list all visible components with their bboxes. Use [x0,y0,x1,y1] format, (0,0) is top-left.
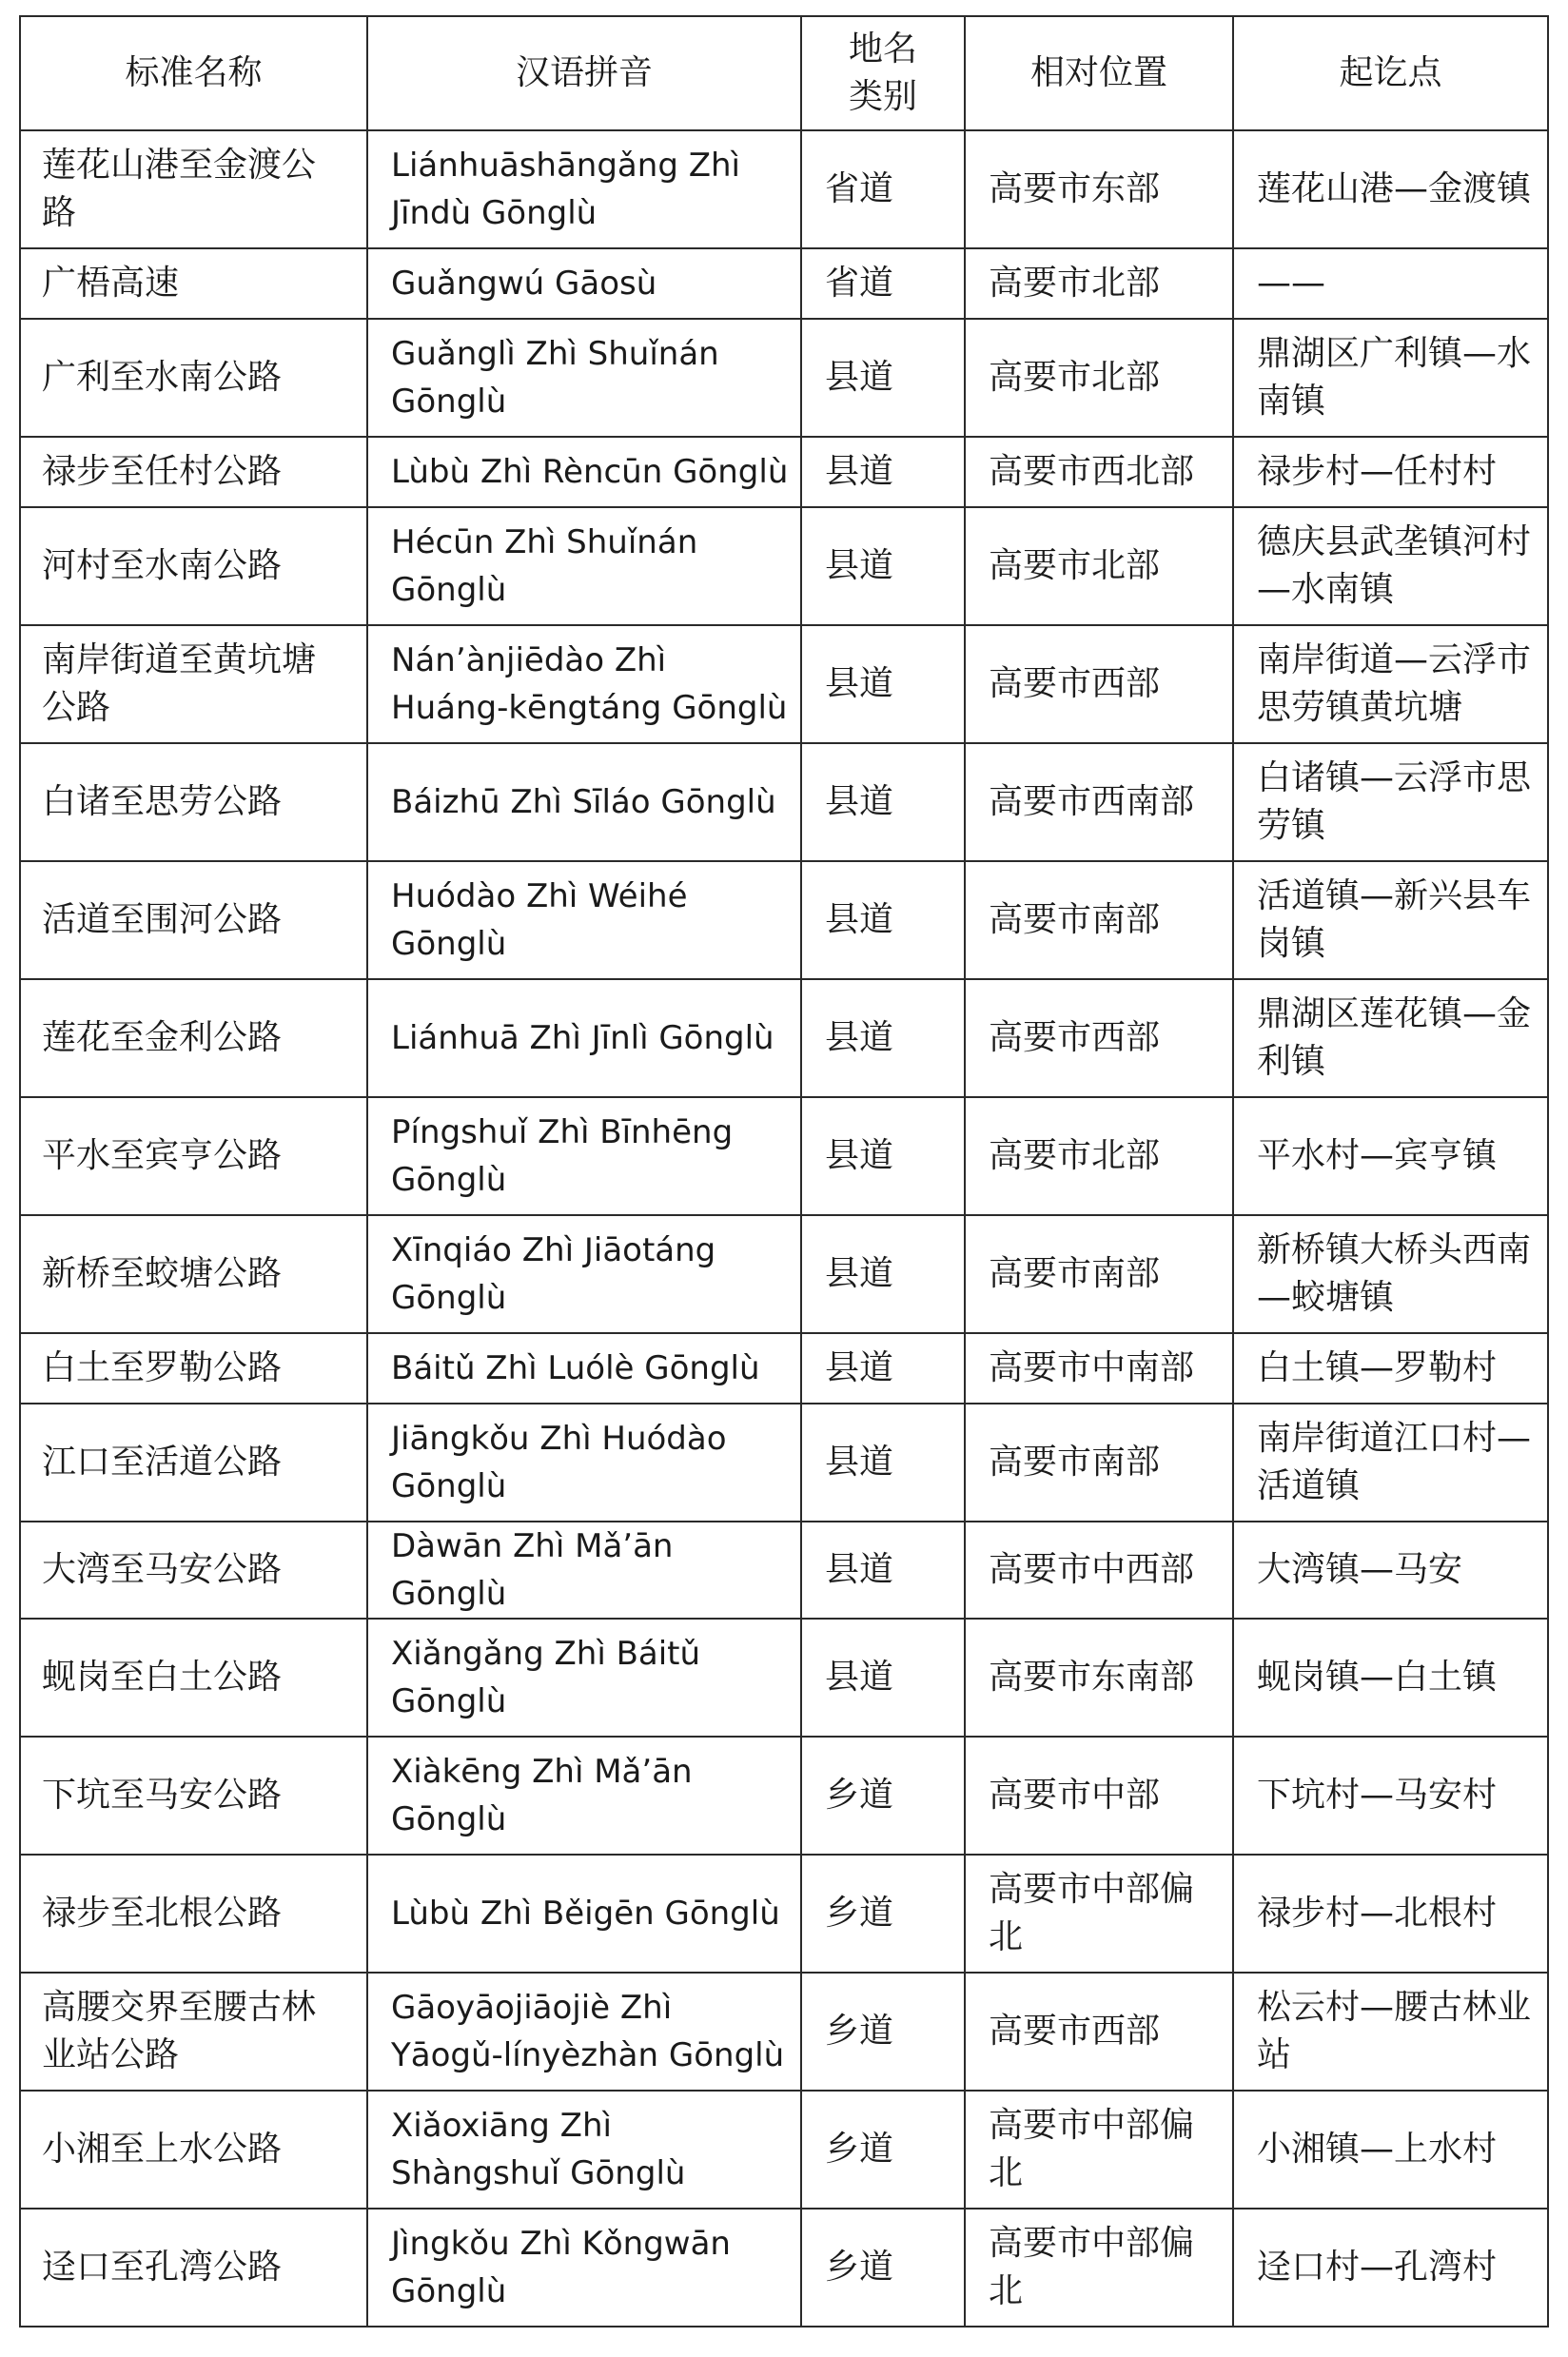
cell-position: 高要市北部 [965,248,1233,319]
cell-endpoints: 松云村—腰古林业站 [1233,1973,1548,2091]
cell-pinyin: Xiǎoxiāng Zhì Shàngshuǐ Gōnglù [367,2091,801,2209]
cell-position: 高要市中部偏北 [965,2209,1233,2327]
cell-pinyin: Nán’ànjiēdào Zhì Huáng-kēngtáng Gōnglù [367,625,801,743]
cell-category: 乡道 [801,2209,965,2327]
cell-endpoints: 鼎湖区广利镇—水南镇 [1233,319,1548,437]
cell-endpoints: 德庆县武垄镇河村—水南镇 [1233,507,1548,625]
place-name-table-container [19,15,1547,2328]
cell-category: 县道 [801,1522,965,1619]
cell-pinyin: Huódào Zhì Wéihé Gōnglù [367,861,801,979]
cell-category: 县道 [801,437,965,507]
table-row [20,743,1548,861]
table-row [20,1333,1548,1404]
cell-endpoints: 平水村—宾亨镇 [1233,1097,1548,1215]
cell-pinyin: Xīnqiáo Zhì Jiāotáng Gōnglù [367,1215,801,1333]
cell-pinyin: Báizhū Zhì Sīláo Gōnglù [367,743,801,861]
cell-endpoints: 小湘镇—上水村 [1233,2091,1548,2209]
table-row [20,1619,1548,1737]
cell-name: 小湘至上水公路 [20,2091,367,2209]
table-row [20,979,1548,1097]
cell-position: 高要市中部偏北 [965,2091,1233,2209]
cell-category: 县道 [801,319,965,437]
table-row [20,2209,1548,2327]
cell-position: 高要市中部 [965,1737,1233,1855]
cell-pinyin: Lùbù Zhì Běigēn Gōnglù [367,1855,801,1973]
header-row [20,16,1548,130]
cell-pinyin: Píngshuǐ Zhì Bīnhēng Gōnglù [367,1097,801,1215]
cell-position: 高要市西南部 [965,743,1233,861]
table-row [20,437,1548,507]
table-row [20,1215,1548,1333]
cell-pinyin: Guǎnglì Zhì Shuǐnán Gōnglù [367,319,801,437]
cell-endpoints: 南岸街道—云浮市思劳镇黄坑塘 [1233,625,1548,743]
cell-name: 平水至宾亨公路 [20,1097,367,1215]
cell-endpoints: 新桥镇大桥头西南—蛟塘镇 [1233,1215,1548,1333]
cell-endpoints: 白诸镇—云浮市思劳镇 [1233,743,1548,861]
cell-position: 高要市西部 [965,1973,1233,2091]
cell-name: 下坑至马安公路 [20,1737,367,1855]
table-row [20,507,1548,625]
cell-position: 高要市中南部 [965,1333,1233,1404]
cell-name: 蚬岗至白土公路 [20,1619,367,1737]
cell-name: 迳口至孔湾公路 [20,2209,367,2327]
cell-position: 高要市北部 [965,507,1233,625]
cell-name: 禄步至任村公路 [20,437,367,507]
column-header-position: 相对位置 [965,16,1233,130]
cell-endpoints: —— [1233,248,1548,319]
cell-category: 乡道 [801,1973,965,2091]
cell-pinyin: Xiǎngǎng Zhì Báitǔ Gōnglù [367,1619,801,1737]
table-row [20,1097,1548,1215]
cell-category: 乡道 [801,1855,965,1973]
cell-category: 县道 [801,625,965,743]
table-row [20,861,1548,979]
cell-position: 高要市西北部 [965,437,1233,507]
cell-category: 县道 [801,507,965,625]
cell-position: 高要市中部偏北 [965,1855,1233,1973]
cell-position: 高要市中西部 [965,1522,1233,1619]
cell-endpoints: 下坑村—马安村 [1233,1737,1548,1855]
table-row [20,1973,1548,2091]
table-row [20,248,1548,319]
cell-endpoints: 迳口村—孔湾村 [1233,2209,1548,2327]
cell-category: 乡道 [801,1737,965,1855]
cell-category: 县道 [801,1215,965,1333]
cell-category: 县道 [801,1333,965,1404]
cell-endpoints: 大湾镇—马安 [1233,1522,1548,1619]
cell-name: 高腰交界至腰古林业站公路 [20,1973,367,2091]
cell-pinyin: Gāoyāojiāojiè Zhì Yāogǔ-línyèzhàn Gōnglù [367,1973,801,2091]
table-row [20,1855,1548,1973]
cell-category: 乡道 [801,2091,965,2209]
cell-name: 白土至罗勒公路 [20,1333,367,1404]
cell-category: 省道 [801,130,965,248]
cell-name: 禄步至北根公路 [20,1855,367,1973]
cell-endpoints: 活道镇—新兴县车岗镇 [1233,861,1548,979]
cell-pinyin: Liánhuāshāngǎng Zhì Jīndù Gōnglù [367,130,801,248]
table-header [20,16,1548,130]
table-row [20,1404,1548,1522]
cell-position: 高要市东部 [965,130,1233,248]
cell-name: 莲花至金利公路 [20,979,367,1097]
cell-position: 高要市南部 [965,861,1233,979]
table-row [20,130,1548,248]
cell-pinyin: Jiāngkǒu Zhì Huódào Gōnglù [367,1404,801,1522]
table-row [20,1522,1548,1619]
cell-pinyin: Lùbù Zhì Rèncūn Gōnglù [367,437,801,507]
cell-category: 县道 [801,1097,965,1215]
cell-name: 白诸至思劳公路 [20,743,367,861]
cell-pinyin: Dàwān Zhì Mǎ’ān Gōnglù [367,1522,801,1619]
cell-category: 县道 [801,861,965,979]
table-row [20,625,1548,743]
cell-category: 县道 [801,1619,965,1737]
cell-position: 高要市西部 [965,979,1233,1097]
cell-pinyin: Hécūn Zhì Shuǐnán Gōnglù [367,507,801,625]
cell-endpoints: 鼎湖区莲花镇—金利镇 [1233,979,1548,1097]
cell-name: 南岸街道至黄坑塘公路 [20,625,367,743]
cell-pinyin: Guǎngwú Gāosù [367,248,801,319]
cell-name: 新桥至蛟塘公路 [20,1215,367,1333]
cell-category: 县道 [801,1404,965,1522]
cell-name: 活道至围河公路 [20,861,367,979]
cell-position: 高要市西部 [965,625,1233,743]
cell-endpoints: 禄步村—北根村 [1233,1855,1548,1973]
cell-pinyin: Liánhuā Zhì Jīnlì Gōnglù [367,979,801,1097]
cell-pinyin: Xiàkēng Zhì Mǎ’ān Gōnglù [367,1737,801,1855]
column-header-category: 地名类别 [801,16,965,130]
cell-endpoints: 莲花山港—金渡镇 [1233,130,1548,248]
cell-position: 高要市北部 [965,319,1233,437]
cell-position: 高要市南部 [965,1404,1233,1522]
table-row [20,2091,1548,2209]
table-row [20,319,1548,437]
cell-name: 广利至水南公路 [20,319,367,437]
column-header-endpoints: 起讫点 [1233,16,1548,130]
cell-endpoints: 禄步村—任村村 [1233,437,1548,507]
table-row [20,1737,1548,1855]
column-header-pinyin: 汉语拼音 [367,16,801,130]
cell-endpoints: 南岸街道江口村—活道镇 [1233,1404,1548,1522]
table-body [20,130,1548,2327]
cell-name: 大湾至马安公路 [20,1522,367,1619]
cell-endpoints: 蚬岗镇—白土镇 [1233,1619,1548,1737]
cell-position: 高要市东南部 [965,1619,1233,1737]
cell-position: 高要市南部 [965,1215,1233,1333]
cell-category: 县道 [801,743,965,861]
cell-name: 江口至活道公路 [20,1404,367,1522]
column-header-name: 标准名称 [20,16,367,130]
cell-name: 河村至水南公路 [20,507,367,625]
cell-endpoints: 白土镇—罗勒村 [1233,1333,1548,1404]
cell-name: 广梧高速 [20,248,367,319]
place-name-table [19,15,1549,2328]
cell-position: 高要市北部 [965,1097,1233,1215]
cell-name: 莲花山港至金渡公路 [20,130,367,248]
cell-category: 省道 [801,248,965,319]
cell-pinyin: Jìngkǒu Zhì Kǒngwān Gōnglù [367,2209,801,2327]
cell-category: 县道 [801,979,965,1097]
cell-pinyin: Báitǔ Zhì Luólè Gōnglù [367,1333,801,1404]
